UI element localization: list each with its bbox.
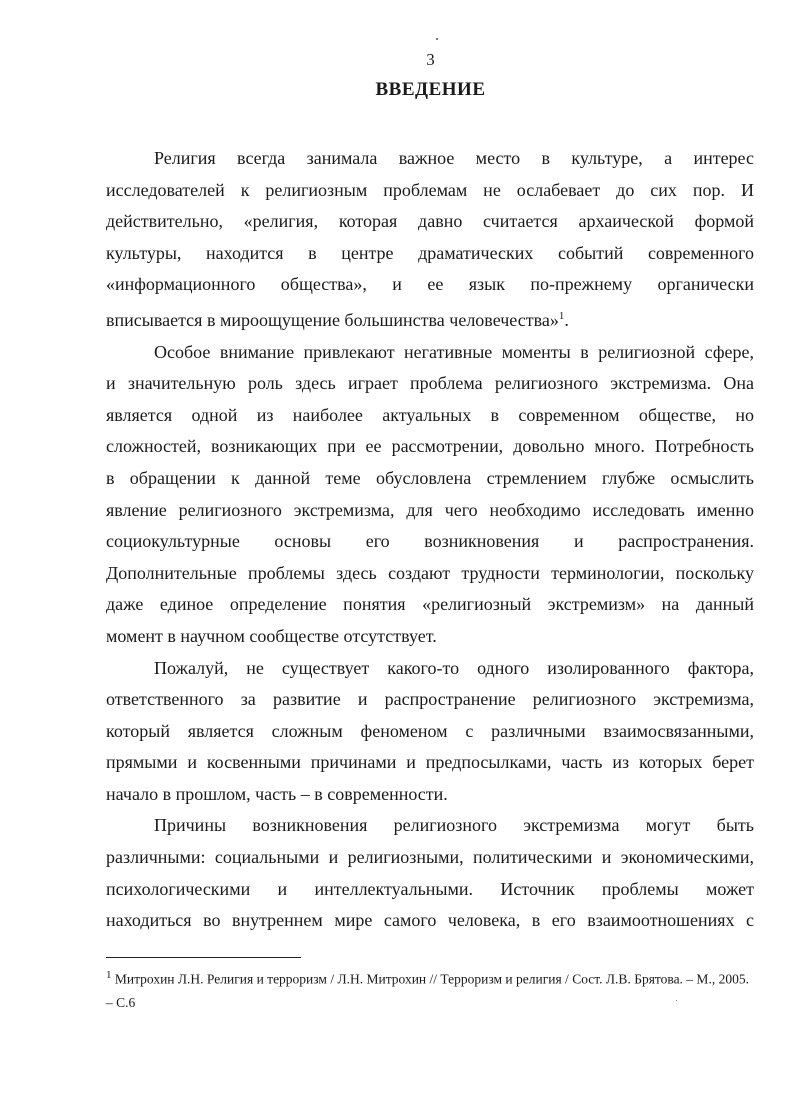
text-line: явление религиозного экстремизма, для чего необходимо исследовать именно [106, 499, 754, 520]
text-line: Дополнительные проблемы здесь создают трудности терминологии, поскольку [106, 562, 754, 583]
text-line: находиться во внутреннем мире самого человека, в его взаимоотношениях с [106, 910, 754, 931]
footnote-text: Митрохин Л.Н. Религия и терроризм / Л.Н. Митрохин // Терроризм и религия / Сост. Л.В. Брятова. – М., 2005. [111, 971, 749, 987]
footnote [106, 964, 756, 1014]
text-line: начало в прошлом, часть – в современности. [106, 783, 448, 804]
text-line: действительно, «религия, которая давно считается архаической формой [106, 211, 754, 232]
text-line: который является сложным феноменом с различными взаимосвязанными, [106, 720, 754, 741]
footnote-line-1 [106, 964, 756, 991]
footnote-reference[interactable]: 1 [558, 309, 565, 322]
paragraph [106, 653, 754, 811]
text-line: различными: социальными и религиозными, политическими и экономическими, [106, 847, 754, 868]
text-line: Пожалуй, не существует какого-то одного изолированного фактора, [154, 657, 754, 678]
body-text [106, 143, 754, 937]
text-line: сложностей, возникающих при ее рассмотрении, довольно много. Потребность [106, 436, 754, 457]
text-line: Религия всегда занимала важное место в культуре, а интерес [154, 148, 754, 168]
footnote-line-2: – С.6 [106, 994, 136, 1010]
text-line: психологическими и интеллектуальными. Источник проблемы может [106, 878, 754, 899]
scan-dot [436, 38, 438, 40]
text-line [106, 301, 754, 337]
text-line: ответственного за развитие и распространение религиозного экстремизма, [106, 689, 754, 710]
text-line: культуры, находится в центре драматических событий современного [106, 242, 754, 263]
paragraph [106, 810, 754, 936]
paragraph [106, 337, 754, 653]
sentence-end: . [564, 309, 569, 330]
footnote-number: 1 [106, 969, 112, 981]
text-line: момент в научном сообществе отсутствует. [106, 625, 437, 646]
text-fragment: вписывается в мироощущение большинства человечества» [106, 309, 559, 330]
text-line: исследователей к религиозным проблемам не ослабевает до сих пор. И [106, 179, 754, 200]
text-line: является одной из наиболее актуальных в современном обществе, но [106, 404, 754, 425]
page-number: 3 [426, 50, 435, 69]
text-line: прямыми и косвенными причинами и предпосылками, часть из которых берет [106, 752, 754, 773]
text-line: Особое внимание привлекают негативные моменты в религиозной сфере, [154, 341, 754, 362]
text-line: даже единое определение понятия «религиозный экстремизм» на данный [106, 594, 754, 615]
text-line: в обращении к данной теме обусловлена стремлением глубже осмыслить [106, 467, 754, 488]
text-line: и значительную роль здесь играет проблема религиозного экстремизма. Она [106, 373, 754, 394]
footnote-separator [106, 957, 301, 958]
text-line: Причины возникновения религиозного экстремизма могут быть [154, 815, 754, 836]
text-line: социокультурные основы его возникновения и распространения. [106, 531, 754, 552]
section-title: ВВЕДЕНИЕ [375, 79, 486, 100]
paragraph [106, 143, 754, 337]
text-line: «информационного общества», и ее язык по-прежнему органически [106, 274, 754, 295]
